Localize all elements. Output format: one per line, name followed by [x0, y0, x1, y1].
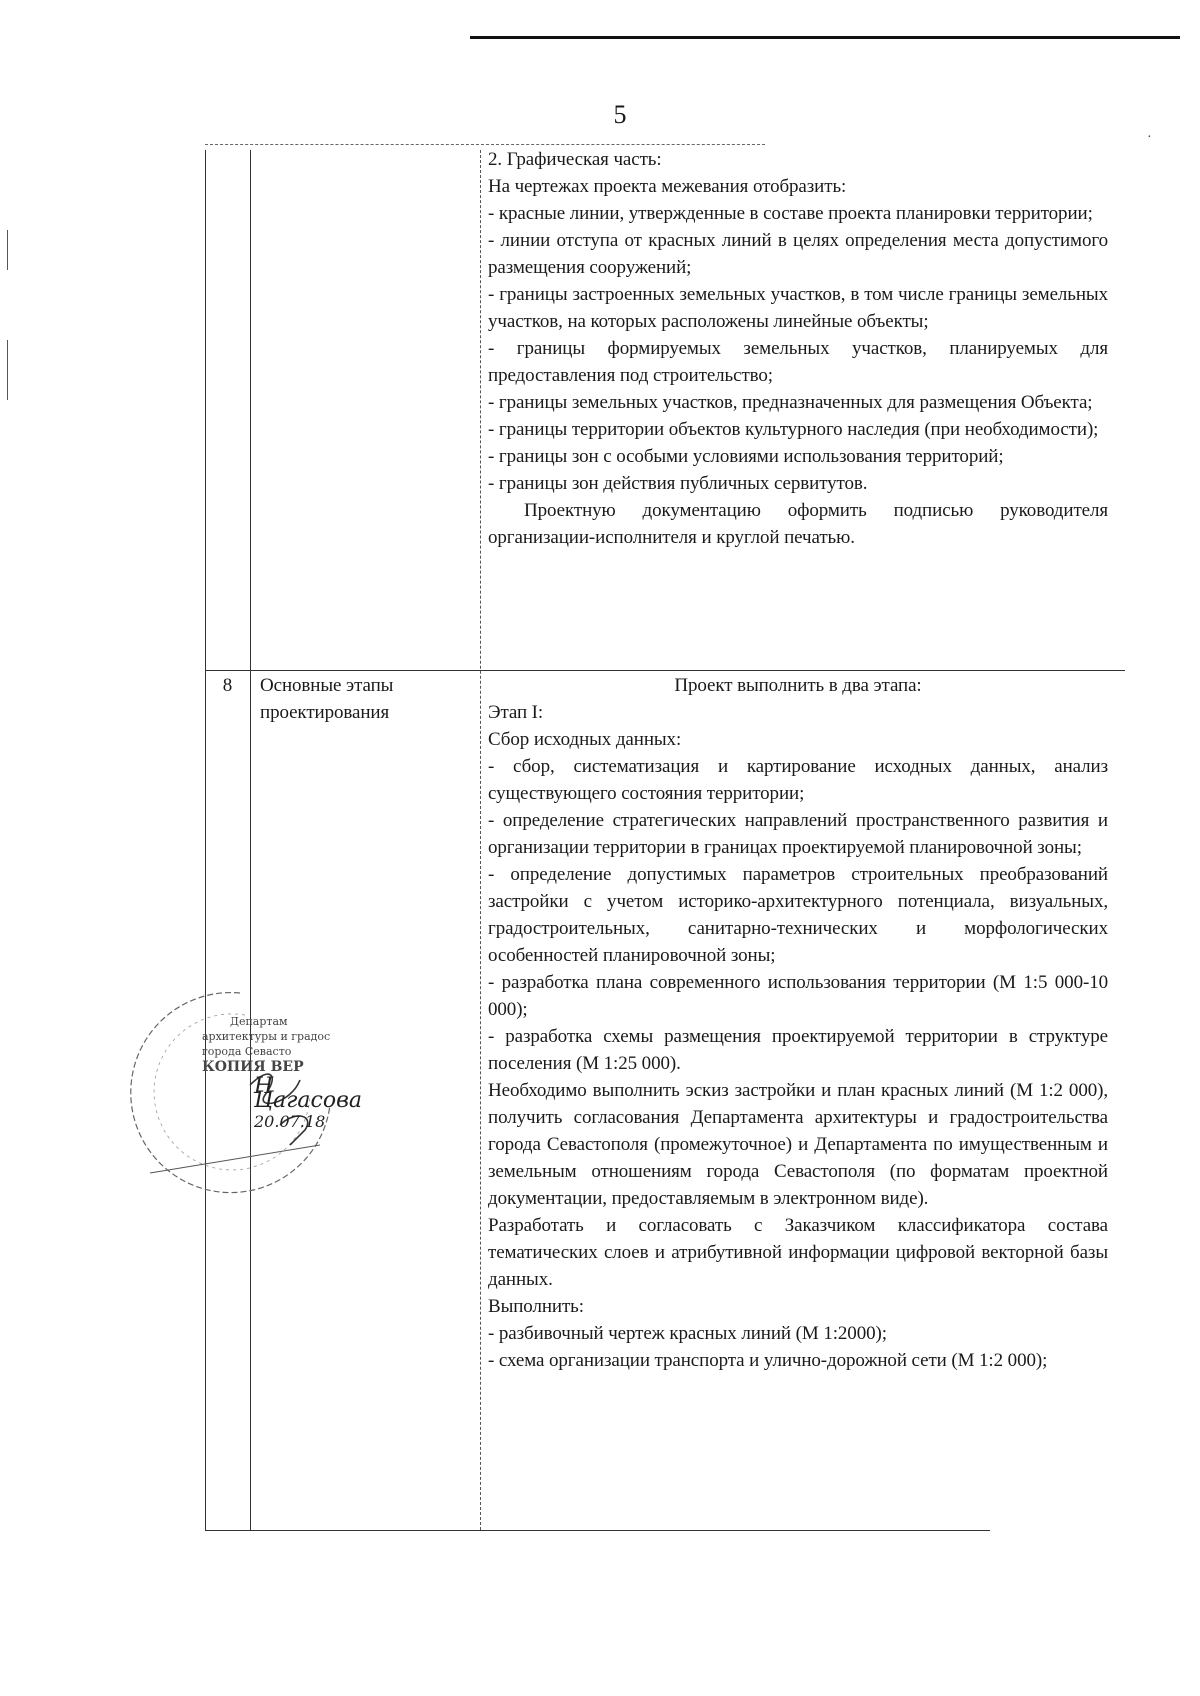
content-line: - границы земельных участков, предназначенных для размещения Объекта; [488, 392, 1093, 413]
stamp-line: города Севасто [202, 1045, 292, 1058]
content-line: Проектную документацию оформить подписью руководителя организации-исполнителя и круглой печатью. [488, 500, 1108, 548]
table-border-top [205, 144, 765, 145]
stamp-line: Департам [230, 1015, 288, 1028]
content-line: - линии отступа от красных линий в целях определения места допустимого размещения сооружений; [488, 230, 1108, 278]
content-line: - границы зон действия публичных сервитутов. [488, 473, 868, 494]
table-border-col2 [480, 150, 481, 1530]
content-line: Необходимо выполнить эскиз застройки и план красных линий (М 1:2 000), получить согласования Департамента архитектуры и градостроительства города Севастополя (промежуточное) и Департамента по имущественным и земельным отношениям города Севастополя (по форматам проектной документации, предоставляемым в электронном виде). [488, 1080, 1108, 1209]
margin-mark [7, 340, 8, 400]
content-line: - определение стратегических направлений пространственного развития и организации территории в границах проектируемой планировочной зоны; [488, 810, 1108, 858]
table-border-left [205, 150, 206, 1530]
content-line: - разработка схемы размещения проектируемой территории в структуре поселения (М 1:25 000). [488, 1026, 1108, 1074]
content-line: - красные линии, утвержденные в составе проекта планировки территории; [488, 203, 1093, 224]
official-stamp [130, 985, 380, 1195]
content-line: - разработка плана современного использования территории (М 1:5 000-10 000); [488, 972, 1108, 1020]
table-row-design-stages [488, 672, 1108, 1374]
table-row-divider [205, 670, 1125, 671]
top-rule [470, 36, 1180, 39]
stamp-line: КОПИЯ ВЕР [202, 1059, 304, 1075]
content-line: - определение допустимых параметров строительных преобразований застройки с учетом историко-архитектурного потенциала, визуальных, градостроительных, санитарно-технических и морфологических особенностей планировочной зоны; [488, 864, 1108, 966]
table-border-bottom [205, 1530, 990, 1531]
table-row-graphic-part [488, 146, 1108, 551]
scan-dot: · [1147, 130, 1152, 145]
content-line: - сбор, систематизация и картирование исходных данных, анализ существующего состояния территории; [488, 756, 1108, 804]
row-number: 8 [222, 675, 233, 696]
content-line: Проект выполнить в два этапа: [674, 675, 922, 696]
table-border-col1 [250, 150, 251, 1530]
content-line: - разбивочный чертеж красных линий (М 1:2000); [488, 1323, 887, 1344]
content-line: - границы застроенных земельных участков, в том числе границы земельных участков, на которых расположены линейные объекты; [488, 284, 1108, 332]
content-line: - границы территории объектов культурного наследия (при необходимости); [488, 419, 1099, 440]
document-table [205, 150, 1125, 1530]
content-line: - границы зон с особыми условиями использования территорий; [488, 446, 1004, 467]
content-line: - схема организации транспорта и улично-дорожной сети (М 1:2 000); [488, 1350, 1048, 1371]
stamp-line: архитектуры и градос [202, 1030, 331, 1043]
signature-date: 20.07.18 [254, 1112, 326, 1131]
content-line: Сбор исходных данных: [488, 729, 682, 750]
content-line: На чертежах проекта межевания отобразить: [488, 176, 847, 197]
content-line: Выполнить: [488, 1296, 584, 1317]
signature: Н Цагасова [254, 1074, 363, 1113]
content-line: 2. Графическая часть: [488, 149, 662, 170]
page-number: 5 [613, 100, 627, 129]
content-line: Этап I: [488, 702, 544, 723]
row-title: Основные этапы проектирования [260, 675, 394, 723]
content-line: Разработать и согласовать с Заказчиком классификатора состава тематических слоев и атрибутивной информации цифровой векторной базы данных. [488, 1215, 1108, 1290]
content-line: - границы формируемых земельных участков, планируемых для предоставления под строительство; [488, 338, 1108, 386]
margin-mark [7, 230, 8, 270]
